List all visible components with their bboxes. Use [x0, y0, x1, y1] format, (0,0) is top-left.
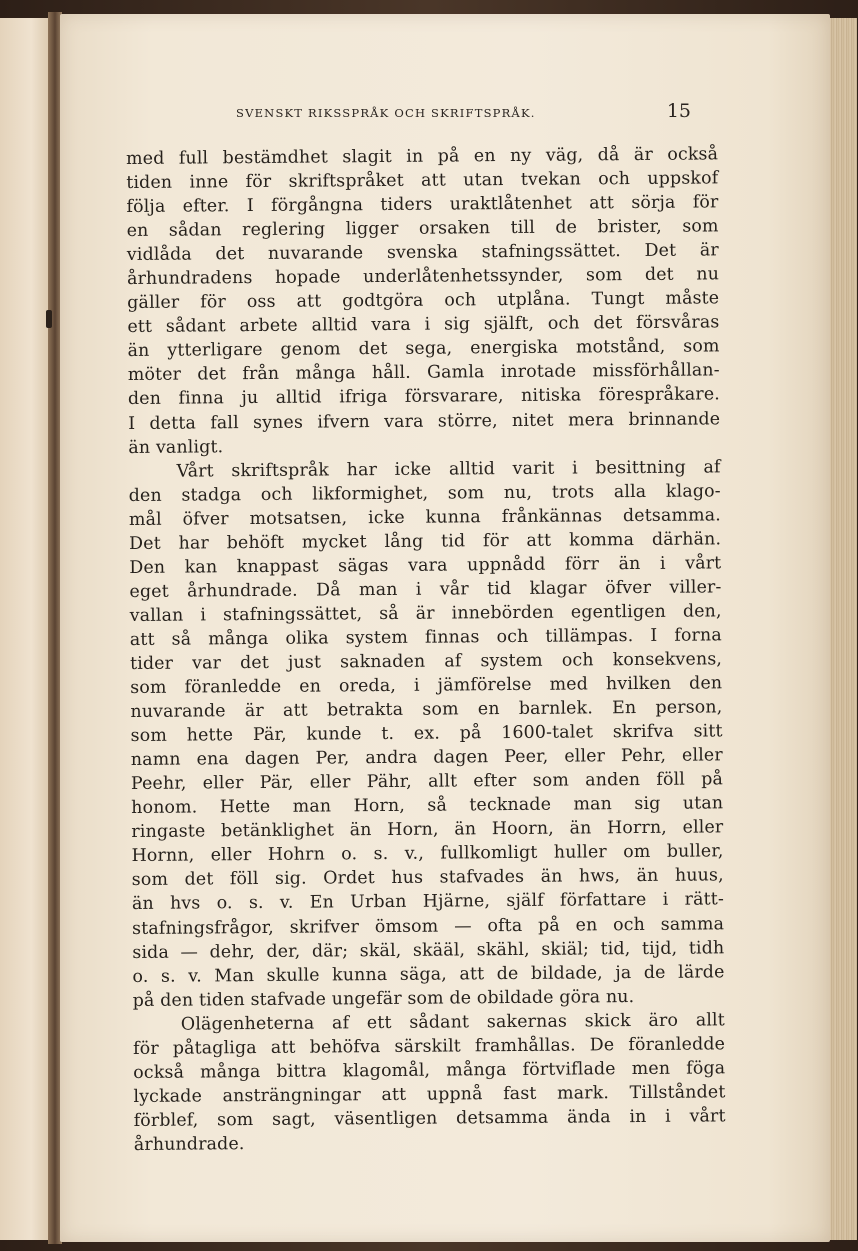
text-line: den stadga och likformighet, som nu, trots alla klago-: [128, 480, 721, 506]
paragraph-start-line: Olägenheterna af ett sådant sakernas skick äro allt: [180, 1010, 725, 1035]
text-line: än ytterligare genom det sega, energiska motstånd, som: [127, 336, 720, 362]
text-line: än vanligt.: [128, 436, 224, 458]
text-line: också många bittra klagomål, många förtviflade men föga: [133, 1058, 726, 1083]
text-line: I detta fall synes ifvern vara större, nitet mera brinnande: [128, 408, 721, 434]
text-line: som föranledde en oreda, i jämförelse med hvilken den: [130, 673, 723, 699]
page-number: 15: [666, 100, 691, 122]
text-line: den finna ju alltid ifriga försvarare, nitiska förespråkare.: [127, 384, 721, 410]
body-text: [126, 142, 726, 1157]
text-line: honom. Hette man Horn, så tecknade man sig utan: [131, 793, 724, 819]
text-line: möter det från många håll. Gamla inrotade missförhållan-: [127, 360, 720, 386]
text-line: gäller för oss att godtgöra och utplåna. Tungt måste: [127, 288, 720, 314]
text-line: att så många olika system finnas och tillämpas. I forna: [129, 625, 722, 650]
text-line: ett sådant arbete alltid vara i sig själft, och det försvåras: [127, 312, 720, 338]
text-line: följa efter. I förgångna tiders uraktlåtenhet att sörja för: [126, 192, 719, 218]
text-line: vidlåda det nuvarande svenska stafningssättet. Det är: [126, 240, 719, 266]
text-line: tider var det just saknaden af system och konsekvens,: [129, 649, 723, 674]
text-line: tiden inne för skriftspråket att utan tvekan och uppskof: [126, 168, 719, 194]
text-line: nuvarande är att betrakta som en barnlek. En person,: [130, 697, 723, 723]
text-line: en sådan reglering ligger orsaken till de brister, som: [126, 216, 719, 242]
text-line: o. s. v. Man skulle kunna säga, att de bildade, ja de lärde: [132, 961, 725, 987]
text-line: förblef, som sagt, väsentligen detsamma ända in i vårt: [133, 1106, 726, 1131]
text-line: med full bestämdhet slagit in på en ny väg, då är också: [126, 144, 719, 169]
text-line: lyckade ansträngningar att uppnå fast mark. Tillståndet: [133, 1082, 726, 1107]
text-line: Hornn, eller Hohrn o. s. v., fullkomligt huller om buller,: [131, 841, 724, 867]
text-line: som hette Pär, kunde t. ex. på 1600-talet skrifva sitt: [130, 721, 723, 747]
text-line: århundradens hopade underlåtenhetssynder, som det nu: [126, 264, 720, 290]
text-line: vallan i stafningssättet, så är innebörden egentligen den,: [129, 601, 722, 626]
page-header: [236, 102, 691, 126]
paragraph-start-line: Vårt skriftspråk har icke alltid varit i besittning af: [176, 456, 721, 482]
page-stack-edges: [826, 18, 857, 1240]
text-line: Den kan knappast sägas vara uppnådd förr än i vårt: [129, 553, 722, 578]
text-line: mål öfver motsatsen, icke kunna frånkännas detsamma.: [128, 505, 721, 530]
text-line: Det har behöft mycket lång tid för att komma därhän.: [129, 529, 722, 554]
ink-smudge: [46, 310, 52, 328]
text-line: ringaste betänklighet än Horn, än Hoorn, än Horrn, eller: [131, 817, 724, 843]
text-line: än hvs o. s. v. En Urban Hjärne, själf författare i rätt-: [131, 889, 725, 915]
text-line: Peehr, eller Pär, eller Pähr, allt efter som anden föll på: [130, 769, 724, 795]
text-line: århundrade.: [133, 1134, 245, 1155]
text-line: som det föll sig. Ordet hus stafvades än hws, än huus,: [131, 865, 724, 891]
text-line: för påtagliga att behöfva särskilt framhållas. De föranledde: [133, 1034, 726, 1059]
previous-page-edge: [0, 18, 53, 1240]
text-line: på den tiden stafvade ungefär som de obildade göra nu.: [132, 986, 635, 1011]
text-line: stafningsfrågor, skrifver ömsom — ofta på en och samma: [132, 913, 725, 939]
text-line: eget århundrade. Då man i vår tid klagar öfver viller-: [129, 577, 722, 602]
text-line: namn ena dagen Per, andra dagen Peer, eller Pehr, eller: [130, 745, 723, 771]
running-head: SVENSKT RIKSSPRÅK OCH SKRIFTSPRÅK.: [236, 106, 536, 120]
text-line: sida — dehr, der, där; skäl, skääl, skähl, skiäl; tid, tijd, tidh: [132, 937, 725, 963]
